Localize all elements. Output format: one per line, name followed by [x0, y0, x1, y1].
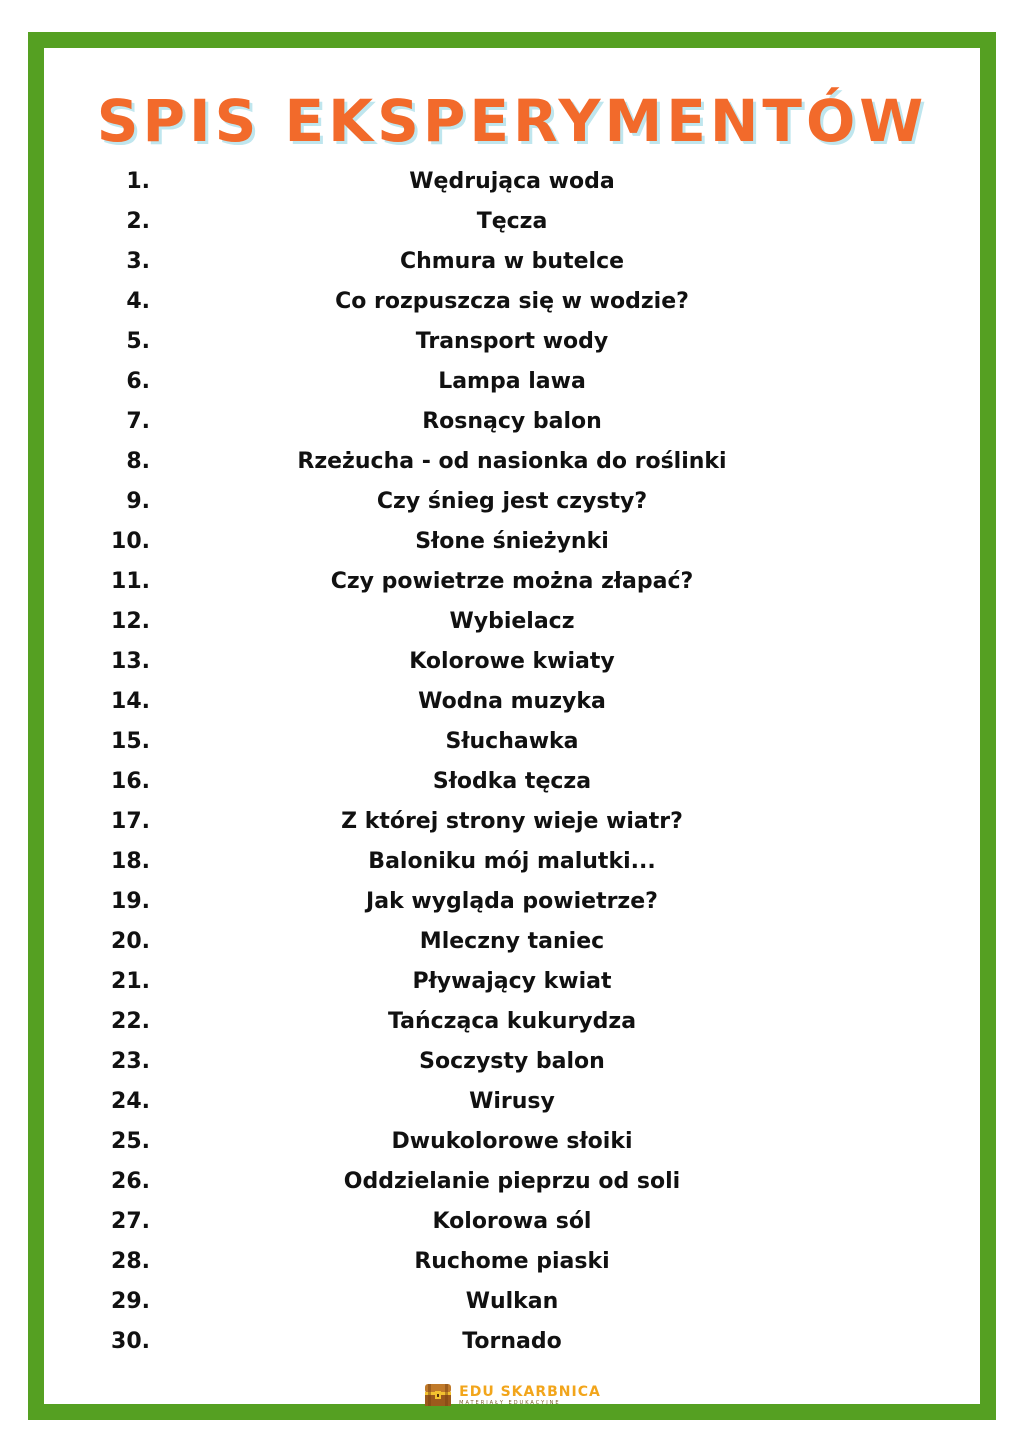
item-number: 2. — [126, 209, 150, 234]
list-item — [44, 1202, 980, 1242]
item-label: Rosnący balon — [422, 409, 602, 434]
list-item — [44, 242, 980, 282]
brand-logo — [44, 1382, 980, 1408]
item-label: Transport wody — [415, 329, 609, 354]
item-number: 20. — [111, 929, 150, 954]
item-label: Soczysty balon — [419, 1049, 605, 1074]
list-item — [44, 1122, 980, 1162]
list-item — [44, 282, 980, 322]
item-label: Co rozpuszcza się w wodzie? — [335, 289, 689, 314]
item-label: Słuchawka — [445, 729, 579, 754]
item-number: 27. — [111, 1209, 150, 1234]
item-number: 24. — [111, 1089, 150, 1114]
item-label: Wulkan — [465, 1289, 559, 1314]
list-item — [44, 442, 980, 482]
list-item — [44, 722, 980, 762]
list-item — [44, 402, 980, 442]
list-item — [44, 882, 980, 922]
item-number: 10. — [111, 529, 150, 554]
list-item — [44, 362, 980, 402]
list-item — [44, 322, 980, 362]
item-label: Rzeżucha - od nasionka do roślinki — [297, 449, 727, 474]
list-item — [44, 1322, 980, 1362]
list-item — [44, 922, 980, 962]
item-label: Chmura w butelce — [399, 249, 625, 274]
item-number: 29. — [111, 1289, 150, 1314]
item-label: Tornado — [462, 1329, 562, 1354]
item-number: 18. — [111, 849, 150, 874]
item-number: 16. — [111, 769, 150, 794]
item-label: Wybielacz — [449, 609, 575, 634]
item-label: Czy śnieg jest czysty? — [376, 489, 648, 514]
list-item — [44, 642, 980, 682]
item-label: Słone śnieżynki — [415, 529, 609, 554]
item-number: 30. — [111, 1329, 150, 1354]
list-item — [44, 762, 980, 802]
item-number: 13. — [111, 649, 150, 674]
item-label: Tęcza — [476, 209, 548, 234]
item-number: 17. — [111, 809, 150, 834]
item-number: 14. — [111, 689, 150, 714]
item-label: Oddzielanie pieprzu od soli — [343, 1169, 681, 1194]
item-number: 22. — [111, 1009, 150, 1034]
list-item — [44, 1082, 980, 1122]
list-item — [44, 202, 980, 242]
item-label: Lampa lawa — [438, 369, 586, 394]
item-label: Tańcząca kukurydza — [387, 1009, 637, 1034]
list-item — [44, 522, 980, 562]
list-item — [44, 682, 980, 722]
item-label: Z której strony wieje wiatr? — [341, 809, 683, 834]
item-number: 3. — [126, 249, 150, 274]
page-frame — [28, 32, 996, 1420]
item-label: Wirusy — [469, 1089, 555, 1114]
list-item — [44, 1242, 980, 1282]
treasure-chest-icon — [423, 1382, 453, 1408]
list-item — [44, 602, 980, 642]
list-item — [44, 562, 980, 602]
item-label: Kolorowe kwiaty — [409, 649, 615, 674]
item-label: Wędrująca woda — [409, 169, 615, 194]
item-label: Jak wygląda powietrze? — [366, 889, 658, 914]
brand-name: EDU SKARBNICA — [459, 1383, 601, 1400]
item-number: 7. — [126, 409, 150, 434]
list-item — [44, 1042, 980, 1082]
item-label: Mleczny taniec — [419, 929, 605, 954]
item-number: 4. — [126, 289, 150, 314]
item-label: Wodna muzyka — [418, 689, 606, 714]
item-number: 12. — [111, 609, 150, 634]
list-item — [44, 802, 980, 842]
item-label: Dwukolorowe słoiki — [391, 1129, 633, 1154]
item-number: 6. — [126, 369, 150, 394]
list-item — [44, 1002, 980, 1042]
item-number: 5. — [126, 329, 150, 354]
item-number: 21. — [111, 969, 150, 994]
list-item — [44, 1282, 980, 1322]
item-number: 19. — [111, 889, 150, 914]
list-item — [44, 482, 980, 522]
brand-tagline: MATERIAŁY EDUKACYJNE — [459, 1399, 561, 1406]
experiment-list — [44, 162, 980, 1362]
item-number: 28. — [111, 1249, 150, 1274]
list-item — [44, 162, 980, 202]
item-number: 1. — [126, 169, 150, 194]
list-item — [44, 842, 980, 882]
list-item — [44, 1162, 980, 1202]
item-number: 23. — [111, 1049, 150, 1074]
item-number: 25. — [111, 1129, 150, 1154]
item-number: 15. — [111, 729, 150, 754]
item-label: Ruchome piaski — [414, 1249, 610, 1274]
item-label: Pływający kwiat — [412, 969, 612, 994]
page-title: SPIS EKSPERYMENTÓW — [96, 87, 928, 155]
item-label: Kolorowa sól — [432, 1209, 592, 1234]
item-number: 26. — [111, 1169, 150, 1194]
item-number: 9. — [126, 489, 150, 514]
item-label: Słodka tęcza — [432, 769, 592, 794]
list-item — [44, 962, 980, 1002]
item-number: 11. — [111, 569, 150, 594]
item-label: Czy powietrze można złapać? — [330, 569, 694, 594]
item-label: Baloniku mój malutki... — [368, 849, 656, 874]
item-number: 8. — [126, 449, 150, 474]
